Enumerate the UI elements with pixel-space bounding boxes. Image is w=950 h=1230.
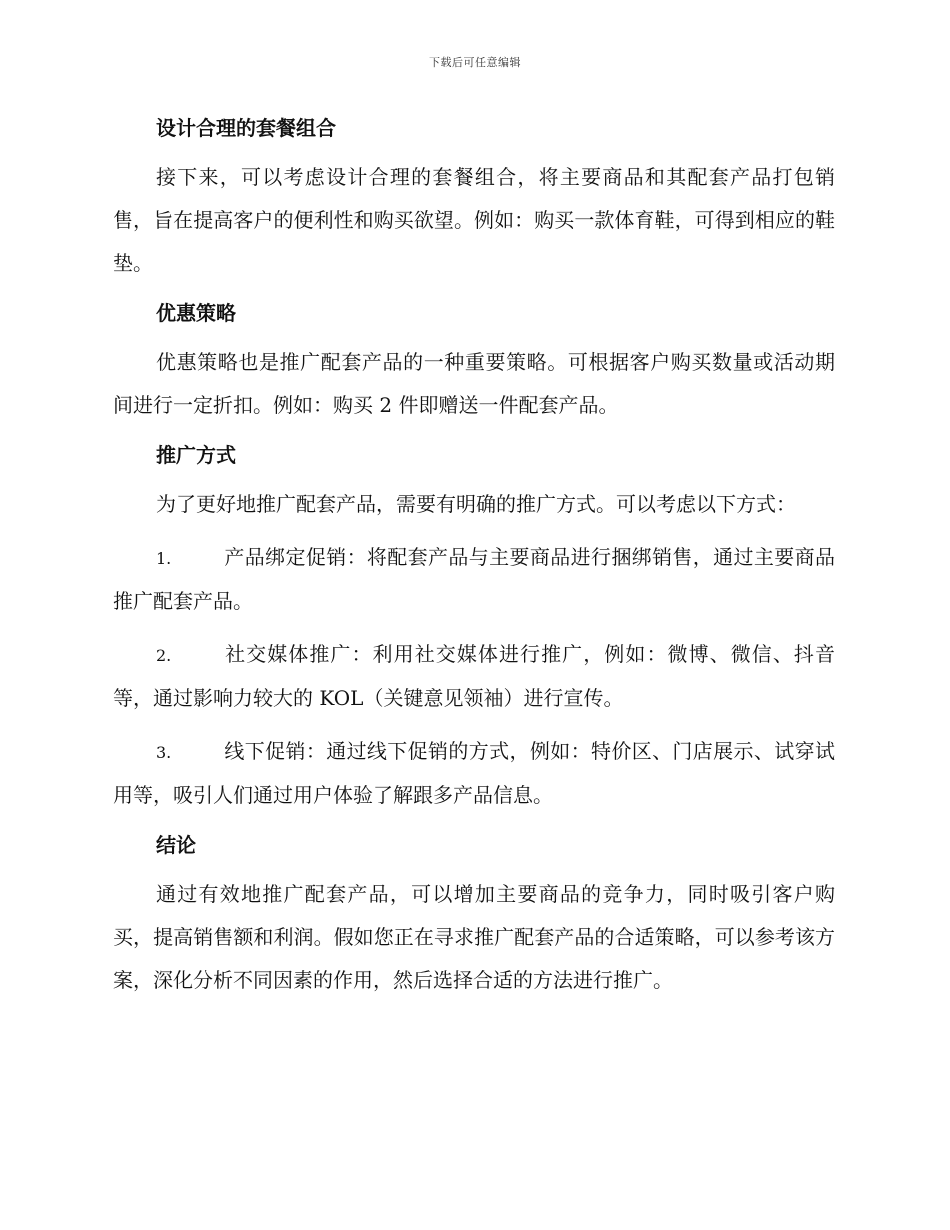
list-item (113, 633, 835, 720)
section-heading-discount: 优惠策略 (156, 301, 236, 325)
section-paragraph-promotion: 为了更好地推广配套产品，需要有明确的推广方式。可以考虑以下方式： (156, 492, 796, 516)
list-item-text: 线下促销：通过线下促销的方式，例如：特价区、门店展示、试穿试用等，吸引人们通过用户体验了解跟多产品信息。 (113, 739, 835, 807)
section-heading-package: 设计合理的套餐组合 (156, 116, 336, 140)
list-number: 2. (156, 646, 172, 665)
section-paragraph-conclusion: 通过有效地推广配套产品，可以增加主要商品的竞争力，同时吸引客户购买，提高销售额和利润。假如您正在寻求推广配套产品的合适策略，可以参考该方案，深化分析不同因素的作用，然后选择合适的方法进行推广。 (113, 882, 835, 992)
list-item-text: 产品绑定促销：将配套产品与主要商品进行捆绑销售，通过主要商品推广配套产品。 (113, 545, 835, 613)
header-note: 下载后可任意编辑 (429, 56, 521, 69)
list-item (113, 536, 835, 623)
section-paragraph-discount: 优惠策略也是推广配套产品的一种重要策略。可根据客户购买数量或活动期间进行一定折扣。例如：购买 2 件即赠送一件配套产品。 (113, 350, 835, 417)
list-number: 1. (156, 549, 172, 568)
list-number: 3. (156, 743, 172, 762)
list-item (113, 730, 835, 817)
section-heading-promotion: 推广方式 (156, 443, 236, 467)
list-item-text: 社交媒体推广：利用社交媒体进行推广，例如：微博、微信、抖音等，通过影响力较大的 KOL（关键意见领袖）进行宣传。 (113, 642, 835, 710)
section-heading-conclusion: 结论 (156, 833, 196, 857)
document-body (113, 110, 835, 1012)
section-paragraph-package: 接下来，可以考虑设计合理的套餐组合，将主要商品和其配套产品打包销售，旨在提高客户的便利性和购买欲望。例如：购买一款体育鞋，可得到相应的鞋垫。 (113, 165, 835, 275)
